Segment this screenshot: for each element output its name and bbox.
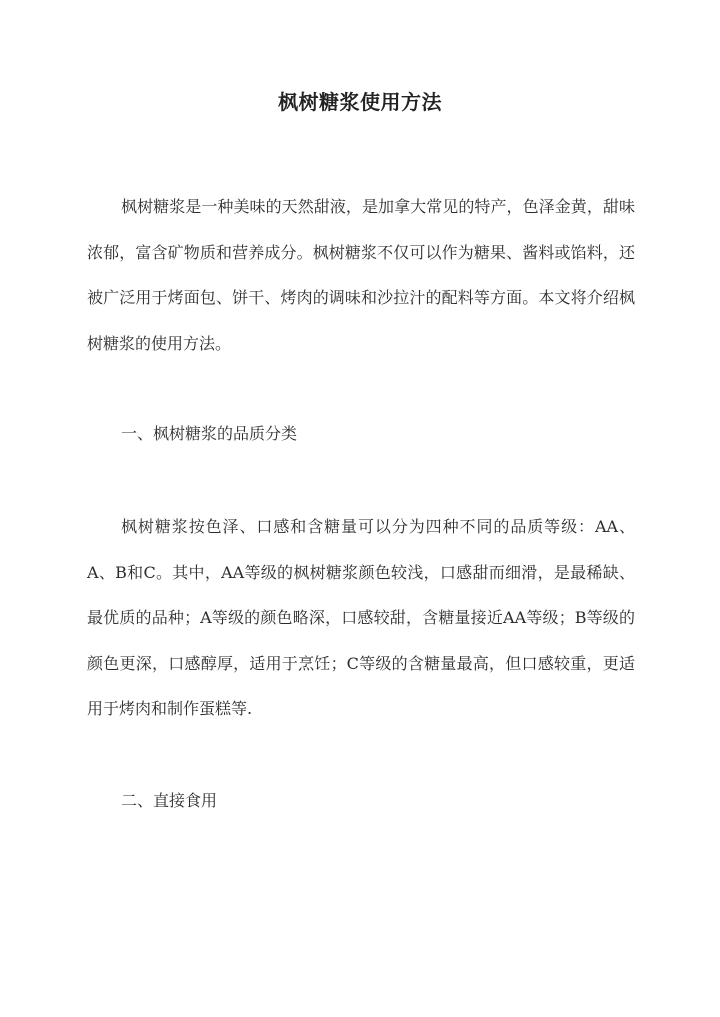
- section-heading-quality: 一、枫树糖浆的品质分类: [121, 424, 298, 443]
- quality-paragraph: 枫树糖浆按色泽、口感和含糖量可以分为四种不同的品质等级：AA、A、B和C。其中，AA等级的枫树糖浆颜色较浅，口感甜而细滑，是最稀缺、最优质的品种；A等级的颜色略深，口感较甜，含糖量接近AA等级；B等级的颜色更深，口感醇厚，适用于烹饪；C等级的含糖量最高，但口感较重，更适用于烤肉和制作蛋糕等.: [87, 517, 635, 718]
- section-heading-direct-use: 二、直接食用: [121, 791, 218, 810]
- intro-paragraph: 枫树糖浆是一种美味的天然甜液，是加拿大常见的特产，色泽金黄，甜味浓郁，富含矿物质和营养成分。枫树糖浆不仅可以作为糖果、酱料或馅料，还被广泛用于烤面包、饼干、烤肉的调味和沙拉汁的配料等方面。本文将介绍枫树糖浆的使用方法。: [87, 197, 635, 353]
- page-title: 枫树糖浆使用方法: [278, 90, 442, 114]
